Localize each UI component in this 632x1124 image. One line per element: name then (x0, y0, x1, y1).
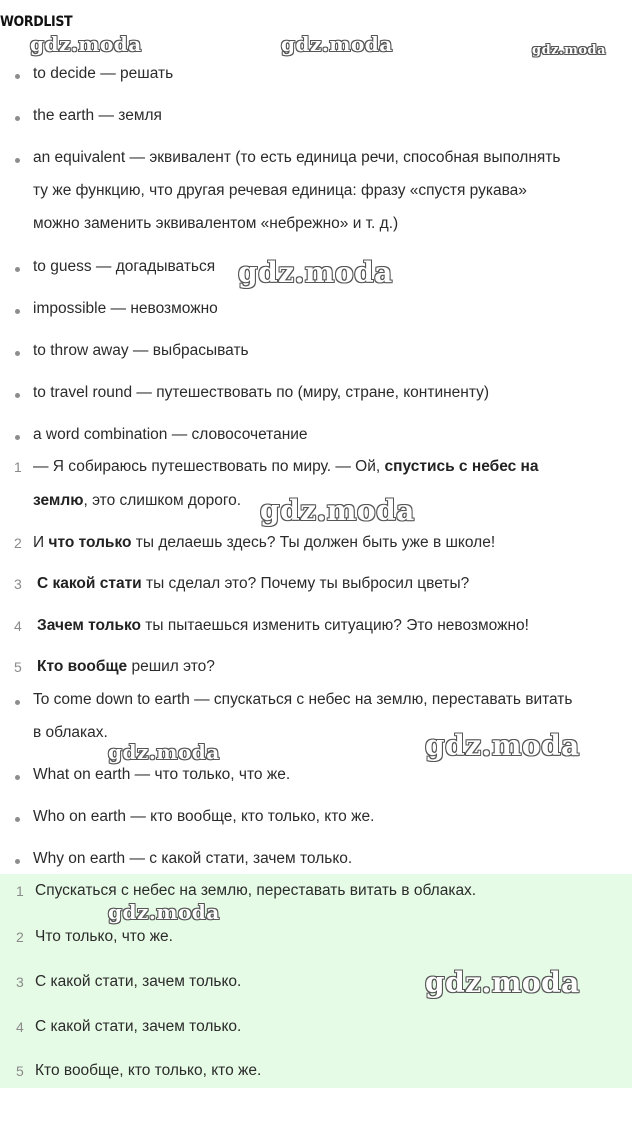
bullet-icon (15, 775, 20, 780)
list-item: to throw away — выбрасывать (33, 342, 249, 359)
sentence-number: 4 (14, 618, 22, 634)
bullet-icon (15, 700, 20, 705)
bullet-icon (15, 393, 20, 398)
watermark-logo: gdz.moda (238, 256, 393, 289)
watermark-logo: gdz.moda (425, 729, 580, 762)
answer-number: 3 (16, 974, 24, 990)
bold-phrase: спустись с небес на (384, 458, 539, 475)
sentence-2: И что только ты делаешь здесь? Ты должен быть уже в школе! (33, 534, 496, 551)
sentence-1-continuation: землю, это слишком дорого. (33, 492, 242, 509)
bold-phrase: Кто вообще (37, 658, 128, 675)
watermark-logo: gdz.moda (425, 966, 580, 999)
list-item: What on earth — что только, что же. (33, 766, 291, 783)
answer-number: 5 (16, 1063, 24, 1079)
list-item-continuation: в облаках. (33, 724, 108, 741)
answer-item: Спускаться с небес на землю, переставать витать в облаках. (35, 882, 477, 899)
answer-item: Кто вообще, кто только, кто же. (35, 1062, 262, 1079)
answer-item: Что только, что же. (35, 928, 173, 945)
answer-item: С какой стати, зачем только. (35, 973, 242, 990)
list-item: to guess — догадываться (33, 258, 216, 275)
bullet-icon (15, 435, 20, 440)
watermark-logo: gdz.moda (260, 494, 415, 527)
list-item-continuation: можно заменить эквивалентом «небрежно» и т. д.) (33, 215, 399, 232)
bullet-icon (15, 309, 20, 314)
list-item: the earth — земля (33, 107, 162, 124)
list-item: To come down to earth — спускаться с небес на землю, переставать витать (33, 691, 573, 708)
wordlist-heading: WORDLIST (0, 14, 73, 30)
sentence-3: С какой стати ты сделал это? Почему ты выбросил цветы? (37, 575, 470, 592)
list-item: a word combination — словосочетание (33, 426, 308, 443)
sentence-number: 1 (14, 459, 22, 475)
bullet-icon (15, 158, 20, 163)
watermark-logo: gdz.moda (108, 740, 220, 764)
watermark-logo: gdz.moda (108, 900, 220, 924)
sentence-1: — Я собираюсь путешествовать по миру. — Ой, спустись с небес на (33, 458, 539, 475)
bold-phrase: что только (48, 534, 132, 551)
bold-phrase: Зачем только (37, 617, 141, 634)
answer-item: С какой стати, зачем только. (35, 1018, 242, 1035)
list-item: to decide — решать (33, 65, 174, 82)
bullet-icon (15, 351, 20, 356)
bold-phrase: С какой стати (37, 575, 142, 592)
bullet-icon (15, 817, 20, 822)
watermark-logo: gdz.moda (532, 43, 607, 58)
watermark-logo: gdz.moda (281, 32, 393, 56)
answer-number: 4 (16, 1019, 24, 1035)
sentence-number: 3 (14, 576, 22, 592)
sentence-number: 2 (14, 535, 22, 551)
bold-phrase: землю (33, 492, 84, 509)
list-item: Who on earth — кто вообще, кто только, кто же. (33, 808, 375, 825)
bullet-icon (15, 859, 20, 864)
answer-number: 2 (16, 929, 24, 945)
list-item: Why on earth — с какой стати, зачем только. (33, 850, 353, 867)
list-item: impossible — невозможно (33, 300, 218, 317)
bullet-icon (15, 267, 20, 272)
answer-number: 1 (16, 883, 24, 899)
list-item: an equivalent — эквивалент (то есть единица речи, способная выполнять (33, 149, 561, 166)
watermark-logo: gdz.moda (30, 32, 142, 56)
list-item-continuation: ту же функцию, что другая речевая единица: фразу «спустя рукава» (33, 182, 527, 199)
sentence-4: Зачем только ты пытаешься изменить ситуацию? Это невозможно! (37, 617, 529, 634)
sentence-5: Кто вообще решил это? (37, 658, 215, 675)
list-item: to travel round — путешествовать по (миру, стране, континенту) (33, 384, 490, 401)
bullet-icon (15, 116, 20, 121)
sentence-number: 5 (14, 659, 22, 675)
bullet-icon (15, 74, 20, 79)
